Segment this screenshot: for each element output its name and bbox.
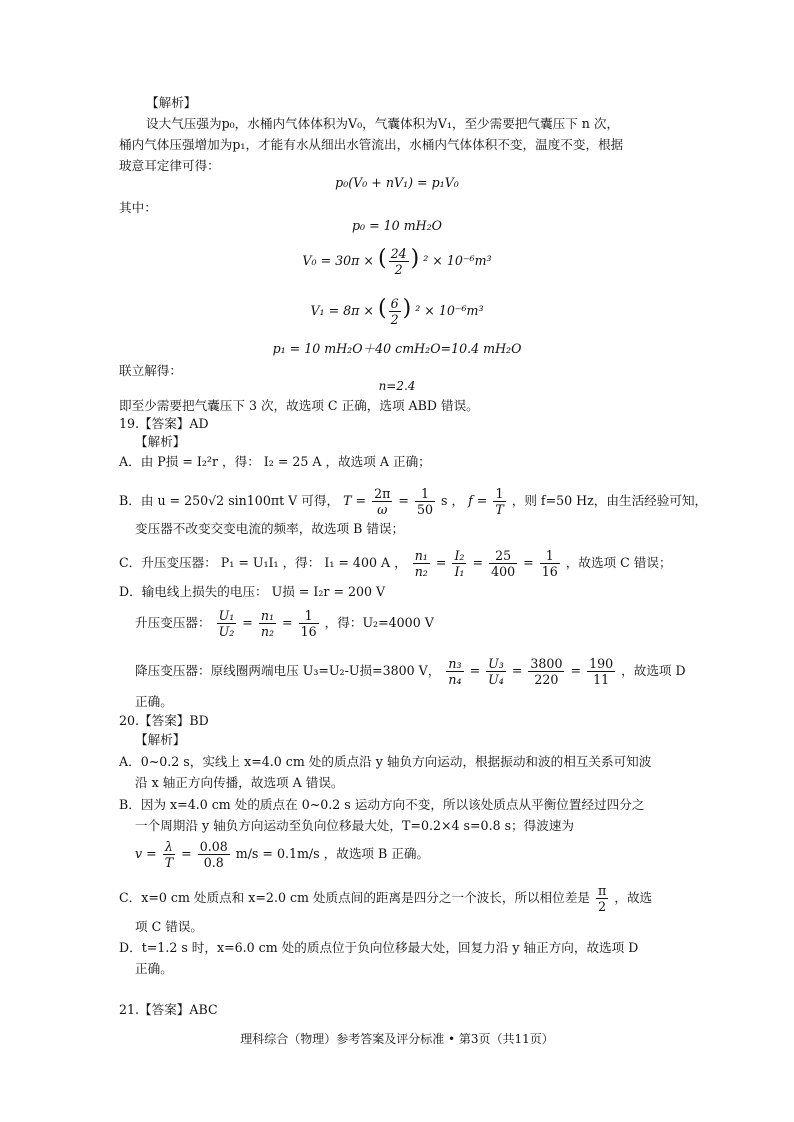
fraction: $\frac{1}{16}$ <box>541 548 558 579</box>
eq-text: V₀ = 30π × <box>302 253 374 268</box>
fraction: $\frac{190}{11}$ <box>589 656 614 687</box>
fraction: $\frac{\text{n₁}}{\text{n₂}}$ <box>414 548 428 579</box>
eq-text: ² × 10⁻⁶m³ <box>423 253 492 268</box>
fraction: $\frac{3800}{220}$ <box>530 656 563 687</box>
equation-v1: V₁ = 8π × ( $\frac{6}{2}$ ) ² × 10⁻⁶m³ <box>310 296 484 327</box>
fraction: $\frac{\text{n₃}}{\text{n₄}}$ <box>448 656 462 687</box>
q20-option-c-cont: 项 C 错误。 <box>135 919 204 934</box>
fraction: $\frac{\text{n₁}}{\text{n₂}}$ <box>260 608 275 639</box>
paragraph-line: 桶内气体压强增加为p₁，才能有水从细出水管流出，水桶内气体体积不变，温度不变，根据 <box>119 137 624 152</box>
q20-option-c: C．x=0 cm 处质点和 x=2.0 cm 处质点间的距离是四分之一个波长，所以相位差是 $\frac{\pi}{2}$ ，故选 <box>119 883 653 914</box>
equation-n: n=2.4 <box>378 379 416 393</box>
fraction: $\frac{6}{2}$ <box>390 296 399 327</box>
q19-option-d-step-down: 降压变压器：原线圈两端电压 U₃=U₂-U损=3800 V， $\frac{\text{n₃}}{\text{n₄}}$ = $\frac{\text{U₃}}{\text{U₄}}$ = $\frac{3800}{220}$ = $\frac{190}{11}$ ，故选项 D <box>135 656 686 687</box>
fraction: $\frac{24}{2}$ <box>390 246 407 277</box>
q19-option-a: A．由 P损 = I₂²r ，得： I₂ = 25 A ，故选项 A 正确； <box>119 454 431 469</box>
fraction: $\frac{1}{T}$ <box>495 486 504 517</box>
q19-option-d-end: 正确。 <box>135 694 173 709</box>
fraction: $\frac{\lambda}{T}$ <box>164 839 174 870</box>
q19-option-d-step-up: 升压变压器： $\frac{\text{U₁}}{\text{U₂}}$ = $\frac{\text{n₁}}{\text{n₂}}$ = $\frac{1}{16}$ ，得：U₂=4000 V <box>135 608 434 639</box>
fraction: $\frac{25}{400}$ <box>491 548 516 579</box>
fraction: $\frac{0.08}{0.8}$ <box>199 839 228 870</box>
q20-option-a-cont: 沿 x 轴正方向传播，故选项 A 错误。 <box>135 775 344 790</box>
conclusion-line: 即至少需要把气囊压下 3 次，故选项 C 正确，选项 ABD 错误。 <box>119 398 479 413</box>
fraction: $\frac{\text{U₁}}{\text{U₂}}$ <box>218 608 235 639</box>
q20-option-b: B．因为 x=4.0 cm 处的质点在 0~0.2 s 运动方向不变，所以该处质点从平衡位置经过四分之 <box>119 797 645 812</box>
q20-answer: 20.【答案】BD <box>119 713 209 728</box>
q19-jiexi: 【解析】 <box>135 434 186 449</box>
q19-option-c: C．升压变压器： P₁ = U₁I₁ ，得： I₁ = 400 A ， $\frac{\text{n₁}}{\text{n₂}}$ = $\frac{\text{I₂}}{\text{I₁}}$ = $\frac{25}{400}$ = $\frac{1}{16}$ ，故选项 C 错误； <box>119 548 672 579</box>
fraction: $\frac{2\pi}{\omega}$ <box>374 486 391 517</box>
q20-option-b-cont: 一个周期沿 y 轴负方向运动至负向位移最大处，T=0.2×4 s=0.8 s；得波速为 <box>135 818 575 833</box>
q20-option-a: A．0~0.2 s，实线上 x=4.0 cm 处的质点沿 y 轴负方向运动，根据振动和波的相互关系可知波 <box>119 754 652 769</box>
equation-boyle: p₀(V₀ + nV₁) = p₁V₀ <box>335 175 459 190</box>
fraction: $\frac{1}{16}$ <box>300 608 317 639</box>
q21-answer: 21.【答案】ABC <box>119 1002 218 1017</box>
equation-p0: p₀ = 10 mH₂O <box>352 218 442 233</box>
q20-jiexi: 【解析】 <box>135 732 186 747</box>
q20-option-d-cont: 正确。 <box>135 961 173 976</box>
equation-p1: p₁ = 10 mH₂O＋40 cmH₂O=10.4 mH₂O <box>272 341 522 356</box>
q19-option-b-cont: 变压器不改变交变电流的频率，故选项 B 错误； <box>135 521 405 536</box>
fraction: $\frac{1}{50}$ <box>416 486 433 517</box>
label-lianli: 联立解得： <box>119 363 182 378</box>
paragraph-line: 玻意耳定律可得： <box>119 158 220 173</box>
eq-text: ² × 10⁻⁶m³ <box>415 303 484 318</box>
q19-answer: 19.【答案】AD <box>119 416 209 431</box>
q19-option-b: B．由 u = 250√2 sin100πt V 可得， T = $\frac{2\pi}{\omega}$ = $\frac{1}{50}$ s ， f = $\frac{1}{T}$ ，则 f=50 Hz，由生活经验可知， <box>119 486 708 517</box>
paragraph-line: 设大气压强为p₀，水桶内气体体积为V₀，气囊体积为V₁，至少需要把气囊压下 n 次， <box>146 116 620 131</box>
page-footer: 理科综合（物理）参考答案及评分标准 • 第3页（共11页） <box>240 1032 554 1046</box>
label-qizhong: 其中： <box>119 200 157 215</box>
fraction: $\frac{\pi}{2}$ <box>598 883 607 914</box>
fraction: $\frac{\text{U₃}}{\text{U₄}}$ <box>488 656 504 687</box>
fraction: $\frac{\text{I₂}}{\text{I₁}}$ <box>454 548 465 579</box>
jiexi-heading: 【解析】 <box>146 95 197 110</box>
eq-text: V₁ = 8π × <box>310 303 374 318</box>
equation-v0: V₀ = 30π × ( $\frac{24}{2}$ ) ² × 10⁻⁶m³ <box>302 246 492 277</box>
q20-option-d: D．t=1.2 s 时，x=6.0 cm 处的质点位于负向位移最大处，回复力沿 y 轴正方向，故选项 D <box>119 940 639 955</box>
q20-option-b-formula: v = $\frac{\lambda}{T}$ = $\frac{0.08}{0.8}$ m/s = 0.1m/s ，故选项 B 正确。 <box>135 839 430 870</box>
q19-option-d: D．输电线上损失的电压： U损 = I₂r = 200 V <box>119 584 386 599</box>
